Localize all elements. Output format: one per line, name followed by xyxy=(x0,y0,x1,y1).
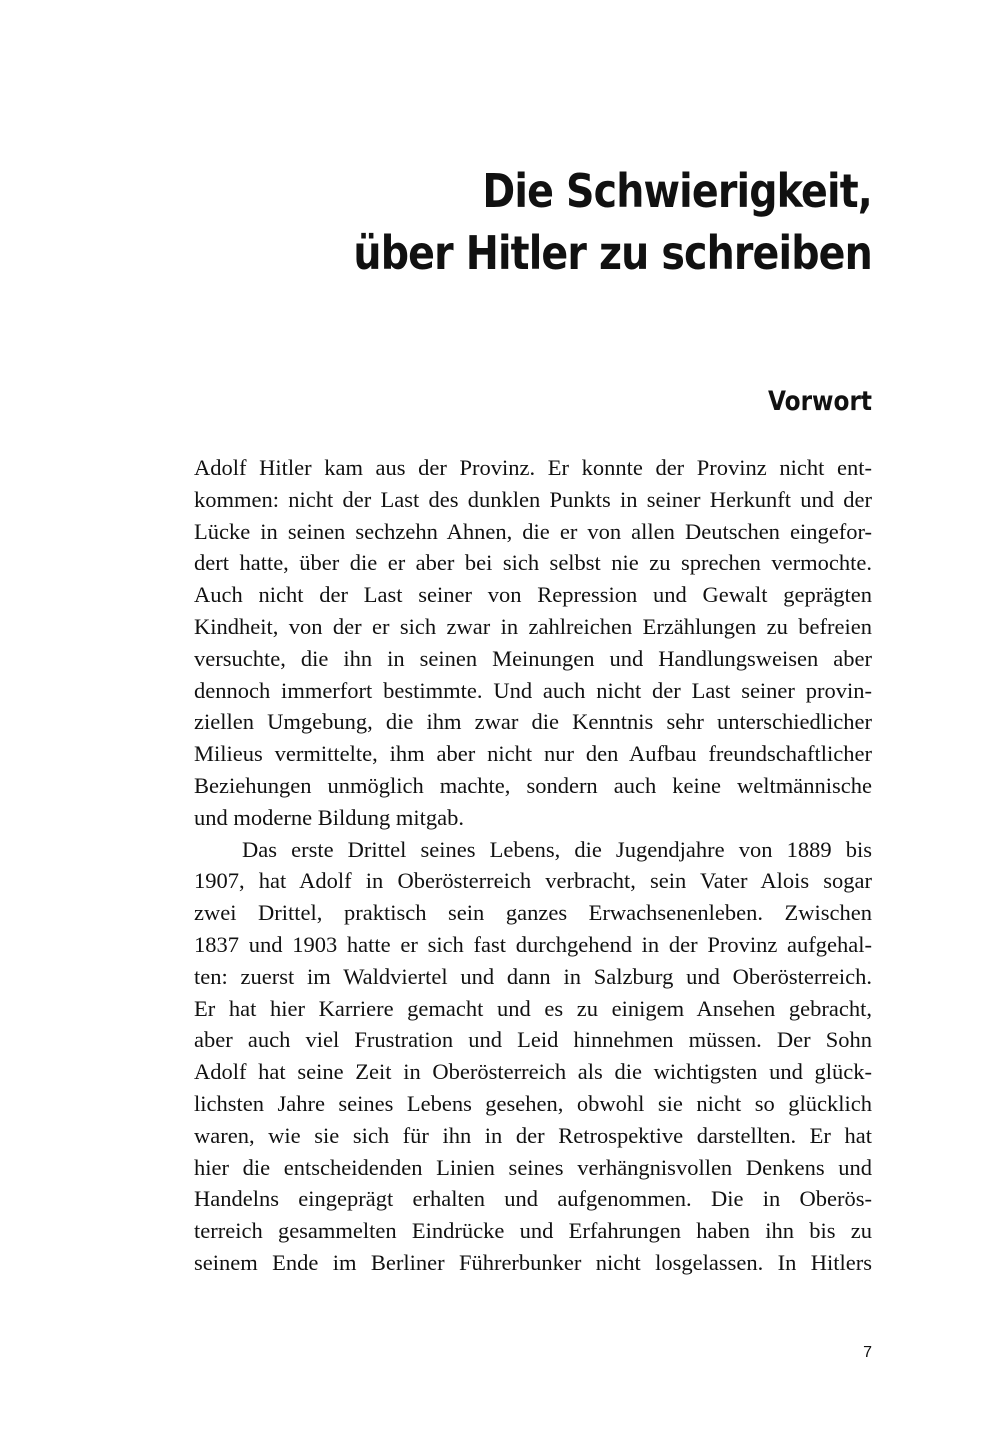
text-line: ziellen Umgebung, die ihm zwar die Kenntnis sehr unterschiedlicher xyxy=(194,709,872,735)
chapter-title-line-2: über Hitler zu schreiben xyxy=(353,226,872,280)
text-line: Adolf Hitler kam aus der Provinz. Er konnte der Provinz nicht ent- xyxy=(194,455,872,480)
text-line: Milieus vermittelte, ihm aber nicht nur den Aufbau freundschaftlicher xyxy=(194,741,872,767)
text-line: waren, wie sie sich für ihn in der Retrospektive darstellten. Er hat xyxy=(194,1122,872,1148)
text-line: versuchte, die ihn in seinen Meinungen und Handlungsweisen aber xyxy=(194,645,872,671)
body-text xyxy=(194,452,872,1279)
text-line: hier die entscheidenden Linien seines verhängnisvollen Denkens und xyxy=(194,1154,872,1180)
text-line: seinem Ende im Berliner Führerbunker nicht losgelassen. In Hitlers xyxy=(194,1249,872,1275)
text-line: Beziehungen unmöglich machte, sondern auch keine weltmännische xyxy=(194,772,872,798)
text-line: Das erste Drittel seines Lebens, die Jugendjahre von 1889 bis xyxy=(242,836,872,862)
chapter-title xyxy=(353,160,872,284)
page-number: 7 xyxy=(863,1344,872,1361)
text-line: 1837 und 1903 hatte er sich fast durchgehend in der Provinz aufgehal- xyxy=(194,931,872,957)
text-line: Handelns eingeprägt erhalten und aufgenommen. Die in Oberös- xyxy=(194,1186,872,1212)
text-line: terreich gesammelten Eindrücke und Erfahrungen haben ihn bis zu xyxy=(194,1218,872,1244)
text-line: lichsten Jahre seines Lebens gesehen, obwohl sie nicht so glücklich xyxy=(194,1090,872,1116)
text-line: dert hatte, über die er aber bei sich selbst nie zu sprechen vermochte. xyxy=(194,550,872,576)
text-line: Adolf hat seine Zeit in Oberösterreich als die wichtigsten und glück- xyxy=(194,1059,872,1085)
text-line: zwei Drittel, praktisch sein ganzes Erwachsenenleben. Zwischen xyxy=(194,900,872,926)
text-line: 1907, hat Adolf in Oberösterreich verbracht, sein Vater Alois sogar xyxy=(194,868,872,894)
text-line: Kindheit, von der er sich zwar in zahlreichen Erzählungen zu befreien xyxy=(194,613,872,639)
chapter-title-line-1: Die Schwierigkeit, xyxy=(482,164,872,218)
text-line: dennoch immerfort bestimmte. Und auch nicht der Last seiner provin- xyxy=(194,677,872,703)
text-line: Lücke in seinen sechzehn Ahnen, die er von allen Deutschen eingefor- xyxy=(194,518,872,544)
text-line: kommen: nicht der Last des dunklen Punkts in seiner Herkunft und der xyxy=(194,486,872,512)
section-title: Vorwort xyxy=(767,386,872,417)
text-line: Auch nicht der Last seiner von Repression und Gewalt geprägten xyxy=(194,582,872,608)
text-line: Er hat hier Karriere gemacht und es zu einigem Ansehen gebracht, xyxy=(194,995,872,1021)
text-line: aber auch viel Frustration und Leid hinnehmen müssen. Der Sohn xyxy=(194,1027,872,1053)
text-line: ten: zuerst im Waldviertel und dann in Salzburg und Oberösterreich. xyxy=(194,963,872,989)
text-line: und moderne Bildung mitgab. xyxy=(194,804,464,830)
